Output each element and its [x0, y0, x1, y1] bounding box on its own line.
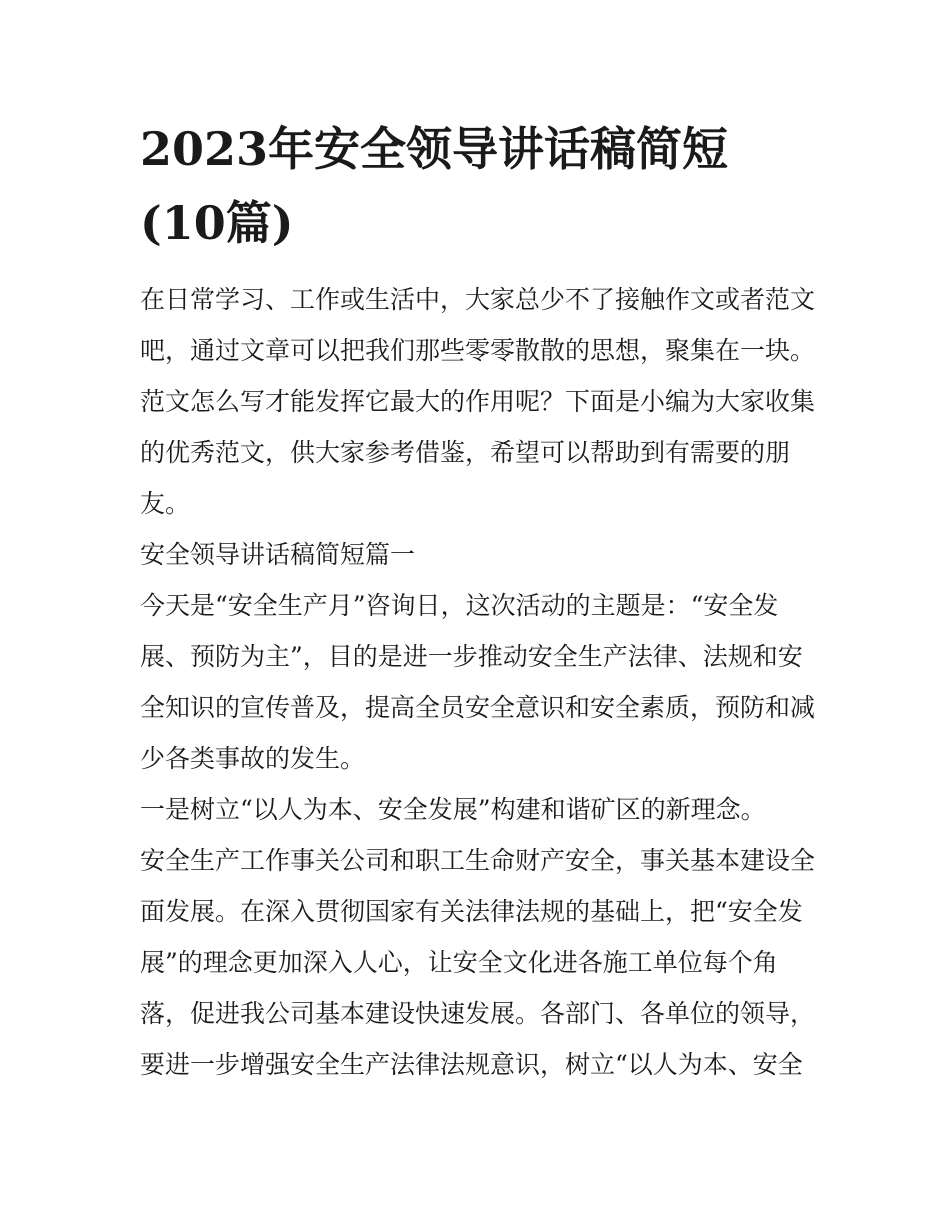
- text-line: 展、预防为主”，目的是进一步推动安全生产法律、法规和安: [140, 642, 803, 671]
- text-line: 范文怎么写才能发挥它最大的作用呢？下面是小编为大家收集: [140, 387, 816, 416]
- paragraph-2: [140, 835, 820, 1090]
- document-title: [140, 112, 820, 260]
- paragraph-1: [140, 580, 820, 784]
- document-page: [140, 112, 820, 1090]
- point-1: [140, 784, 820, 835]
- text-line: 安全生产工作事关公司和职工生命财产安全，事关基本建设全: [140, 846, 816, 875]
- text-line: 展”的理念更加深入人心，让安全文化进各施工单位每个角: [140, 948, 778, 977]
- intro-paragraph: [140, 274, 820, 529]
- text-line: 要进一步增强安全生产法律法规意识，树立“以人为本、安全: [140, 1050, 803, 1079]
- text-line: 的优秀范文，供大家参考借鉴，希望可以帮助到有需要的朋: [140, 438, 791, 467]
- text-line: 一是树立“以人为本、安全发展”构建和谐矿区的新理念。: [140, 795, 766, 824]
- text-line: 面发展。在深入贯彻国家有关法律法规的基础上，把“安全发: [140, 897, 803, 926]
- text-line: 友。: [140, 489, 191, 518]
- text-line: 今天是“安全生产月”咨询日，这次活动的主题是：“安全发: [140, 591, 779, 620]
- title-line: (10篇): [140, 196, 294, 250]
- text-line: 安全领导讲话稿简短篇一: [140, 540, 416, 569]
- text-line: 落，促进我公司基本建设快速发展。各部门、各单位的领导，: [140, 999, 816, 1028]
- text-line: 全知识的宣传普及，提高全员安全意识和安全素质，预防和减: [140, 693, 816, 722]
- title-line: 2023年安全领导讲话稿简短: [140, 122, 729, 176]
- text-line: 少各类事故的发生。: [140, 744, 366, 773]
- text-line: 吧，通过文章可以把我们那些零零散散的思想，聚集在一块。: [140, 336, 816, 365]
- text-line: 在日常学习、工作或生活中，大家总少不了接触作文或者范文: [140, 285, 816, 314]
- section-heading: [140, 529, 820, 580]
